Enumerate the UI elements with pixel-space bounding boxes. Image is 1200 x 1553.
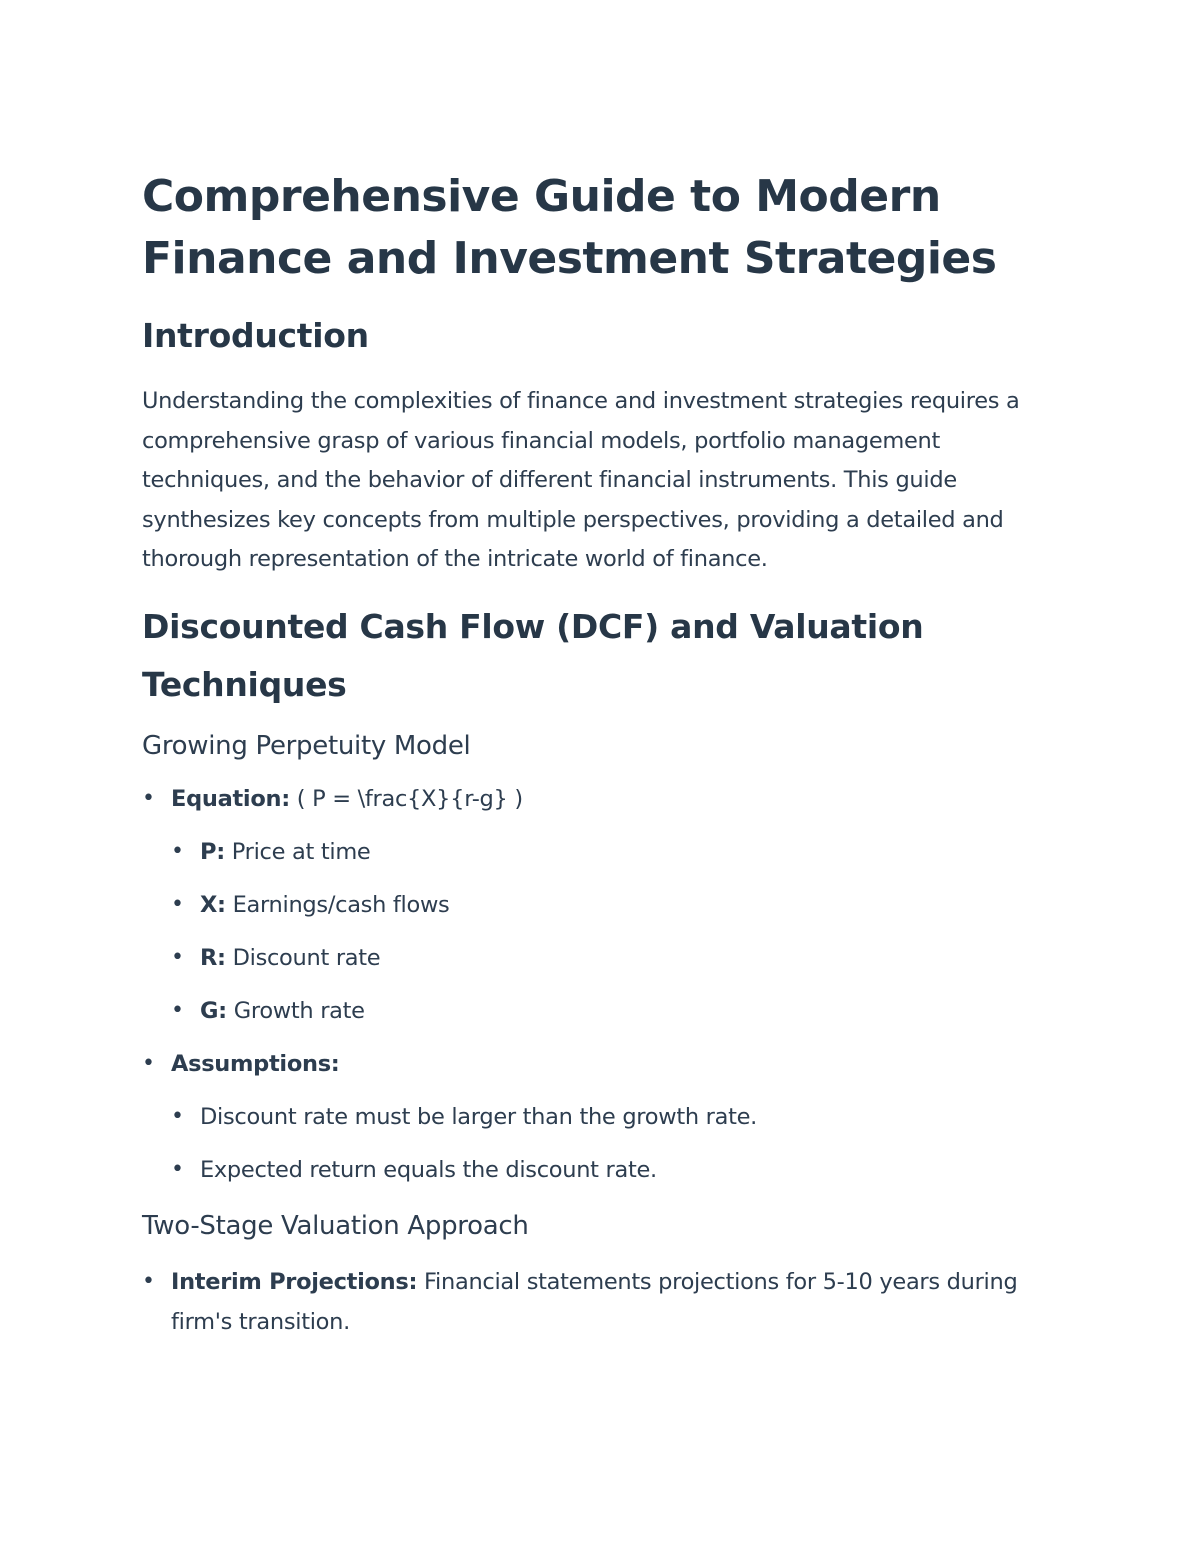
bullet-icon: • xyxy=(171,891,184,917)
variables-list xyxy=(171,837,1042,1026)
variable-term: G: xyxy=(200,997,227,1024)
list-item-equation xyxy=(142,784,1042,814)
assumptions-term: Assumptions: xyxy=(171,1050,340,1077)
bullet-icon: • xyxy=(171,944,184,970)
two-stage-list xyxy=(142,1262,1042,1342)
subsection-heading-growing-perpetuity: Growing Perpetuity Model xyxy=(142,730,471,761)
list-item-variable xyxy=(171,943,1042,973)
bullet-icon: • xyxy=(142,1268,155,1294)
document-page xyxy=(142,166,1042,1342)
bullet-icon: • xyxy=(171,997,184,1023)
section-heading-introduction: Introduction xyxy=(142,316,369,355)
variable-text: Discount rate xyxy=(225,944,381,971)
variable-text: Growth rate xyxy=(226,997,365,1024)
assumption-text: Discount rate must be larger than the growth rate. xyxy=(200,1103,758,1130)
bullet-icon: • xyxy=(171,1103,184,1129)
variable-term: R: xyxy=(200,944,226,971)
list-item-assumption xyxy=(171,1102,1042,1132)
growing-perpetuity-list xyxy=(142,784,1042,814)
document-title: Comprehensive Guide to Modern Finance and Investment Strategies xyxy=(142,171,997,284)
intro-paragraph: Understanding the complexities of finance and investment strategies requires a comprehensive grasp of various financial models, portfolio management techniques, and the behavior of different financial instruments. This guide synthesizes key concepts from multiple perspectives, providing a detailed and thorough representation of the intricate world of finance. xyxy=(142,388,1020,572)
variable-term: P: xyxy=(200,838,225,865)
variable-text: Earnings/cash flows xyxy=(225,891,450,918)
list-item-variable xyxy=(171,837,1042,867)
list-item-interim xyxy=(142,1262,1042,1342)
bullet-icon: • xyxy=(171,838,184,864)
assumptions-sublist xyxy=(171,1102,1042,1185)
variable-text: Price at time xyxy=(224,838,371,865)
bullet-icon: • xyxy=(171,1156,184,1182)
bullet-icon: • xyxy=(142,1050,155,1076)
assumption-text: Expected return equals the discount rate. xyxy=(200,1156,657,1183)
assumptions-list xyxy=(142,1049,1042,1079)
equation-text: ( P = \frac{X}{r-g} ) xyxy=(289,785,523,812)
list-item-variable xyxy=(171,996,1042,1026)
subsection-heading-two-stage: Two-Stage Valuation Approach xyxy=(142,1210,529,1241)
list-item-assumptions xyxy=(142,1049,1042,1079)
interim-text: Financial statements projections for 5-10 years during firm's transition. xyxy=(171,1268,1018,1335)
variable-term: X: xyxy=(200,891,226,918)
list-item-assumption xyxy=(171,1155,1042,1185)
interim-term: Interim Projections: xyxy=(171,1268,418,1295)
equation-term: Equation: xyxy=(171,785,290,812)
list-item-variable xyxy=(171,890,1042,920)
bullet-icon: • xyxy=(142,785,155,811)
section-heading-dcf: Discounted Cash Flow (DCF) and Valuation Techniques xyxy=(142,606,924,704)
